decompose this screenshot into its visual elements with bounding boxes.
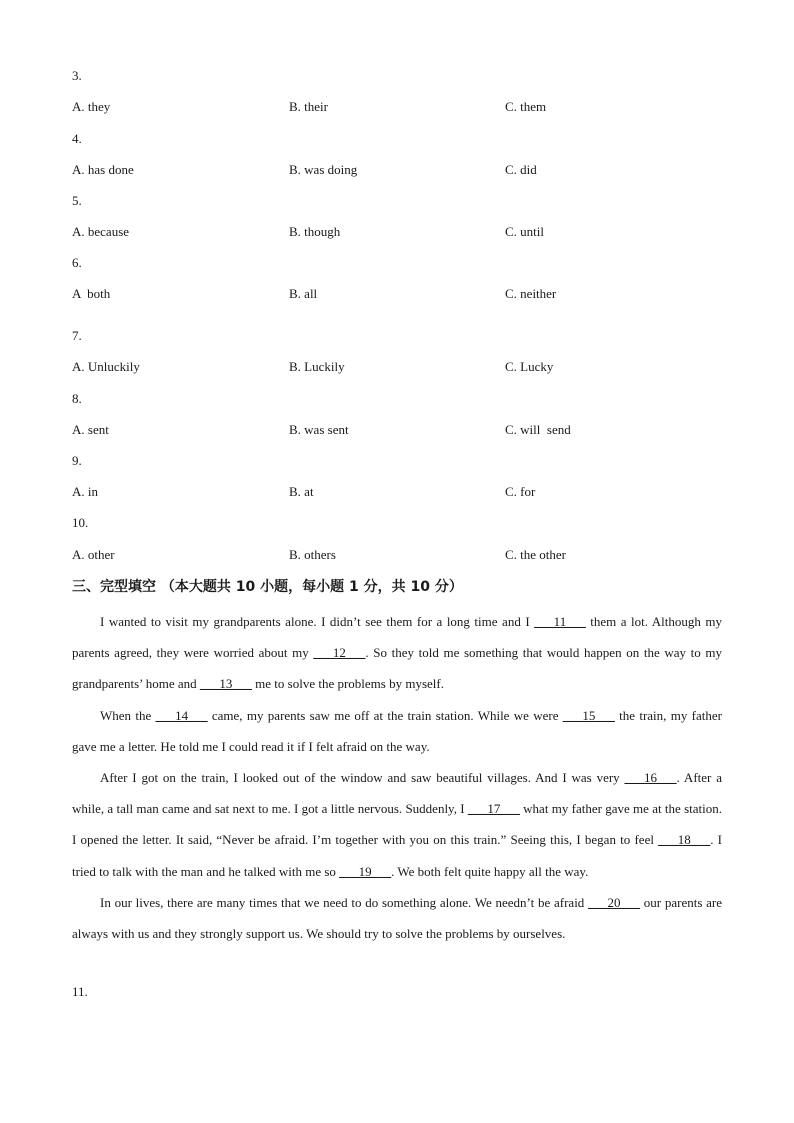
passage-paragraph [72,700,722,762]
option-a: A. Unluckily [72,359,140,374]
passage-paragraph [72,606,722,700]
passage-text: After I got on the train, I looked out of the window and saw beautiful villages. And I was very [100,770,625,786]
blank-11: ___11___ [534,614,586,629]
passage-paragraph [72,887,722,949]
passage-text: When the [100,707,156,723]
blank-17: ___17___ [467,801,520,817]
option-b: B. was sent [289,422,349,437]
option-c: C. Lucky [505,359,554,374]
option-c: C. for [505,484,536,499]
passage-text: what my father gave me at the station. I opened the letter. It said, “Never be afraid. I’m together with you on this train.” Seeing this, I began to feel [72,801,722,848]
option-a: A. has done [72,162,134,177]
option-c: C. the other [505,547,567,562]
option-a: A. they [72,99,111,114]
passage-text: them a lot. Although my parents agreed, they were worried about my [72,614,722,661]
passage-text: me to solve the problems by myself. [251,676,444,692]
question-number: 8. [72,391,82,406]
passage-text: . I tried to talk with the man and he talked with me so [72,832,722,879]
passage-text: . We both felt quite happy all the way. [391,863,589,879]
option-a: A both [72,286,111,301]
blank-15: ___15___ [562,707,615,723]
blank-20: ___20___ [588,894,641,910]
option-b: B. Luckily [289,359,345,374]
passage-text: . So they told me something that would happen on the way to my grandparents’ home and [72,645,722,692]
option-b: B. others [289,547,336,562]
option-b: B. all [289,286,318,301]
question-number: 3. [72,68,82,83]
option-b: B. at [289,484,314,499]
question-number: 9. [72,453,82,468]
blank-18: ___18___ [658,832,711,848]
passage-paragraph [72,762,722,887]
passage-text: our parents are always with us and they strongly support us. We should try to solve the problems by ourselves. [72,894,722,942]
blank-19: ___19___ [339,863,392,879]
blank-16: ___16___ [624,770,677,786]
option-c: C. until [505,224,545,239]
question-number: 10. [72,515,89,530]
blank-12: ___12___ [313,645,366,661]
option-a: A. because [72,224,130,239]
question-number: 5. [72,193,82,208]
question-number: 7. [72,328,82,343]
option-c: C. them [505,99,547,114]
section-heading: 三、完型填空 （本大题共 10 小题，每小题 1 分，共 10 分） [72,579,463,595]
passage-text: In our lives, there are many times that we need to do something alone. We needn’t be afraid [100,894,589,910]
question-number: 6. [72,255,82,270]
option-a: A. other [72,547,115,562]
question-number: 11. [72,984,88,999]
option-c: C. did [505,162,537,177]
passage-text: the train, my father gave me a letter. He told me I could read it if I felt afraid on the way. [72,707,722,754]
option-c: C. neither [505,286,557,301]
passage-text: I wanted to visit my grandparents alone. I didn’t see them for a long time and I [100,614,535,629]
option-a: A. sent [72,422,109,437]
cloze-passage [72,606,722,949]
option-b: B. though [289,224,341,239]
option-a: A. in [72,484,98,499]
passage-text: . After a while, a tall man came and sat next to me. I got a little nervous. Suddenly, I [72,770,722,817]
option-c: C. will send [505,422,571,437]
question-number: 4. [72,131,82,146]
option-b: B. was doing [289,162,358,177]
blank-14: ___14___ [155,707,208,723]
passage-text: came, my parents saw me off at the train station. While we were [207,707,563,723]
blank-13: ___13___ [199,676,252,692]
option-b: B. their [289,99,328,114]
